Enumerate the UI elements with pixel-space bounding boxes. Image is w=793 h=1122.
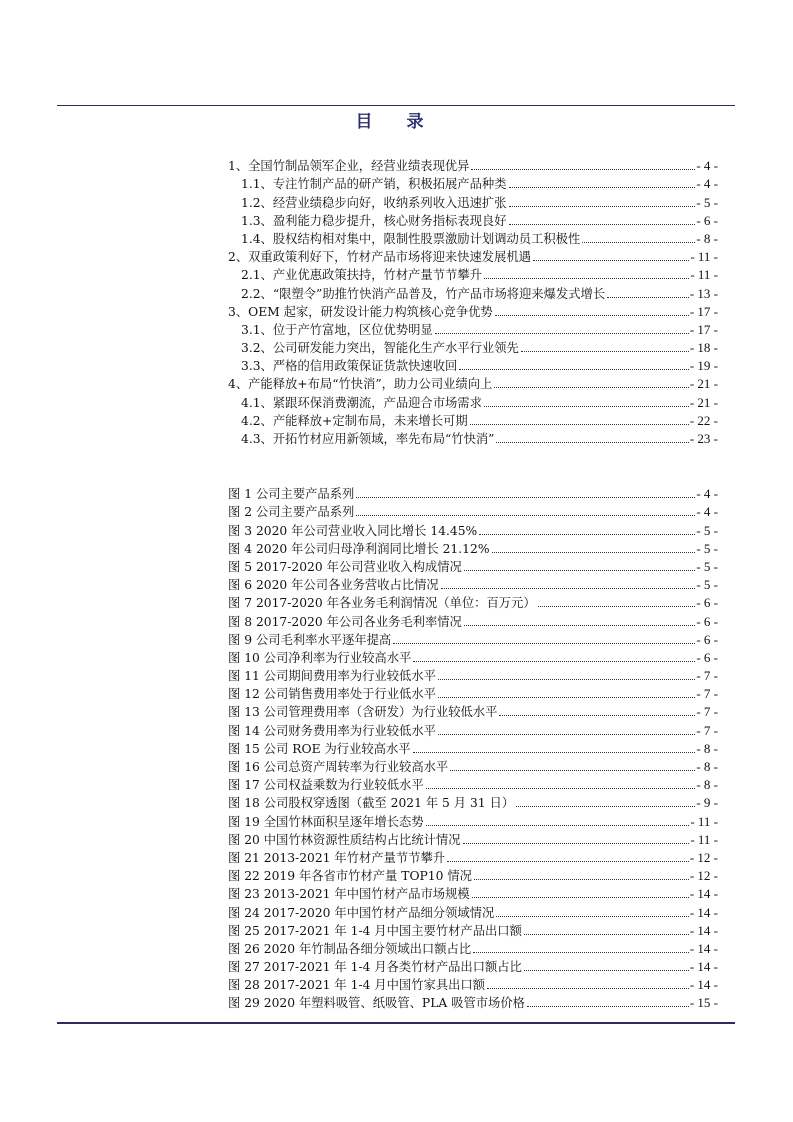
figure-entry-title: 图 5 2017-2020 年公司营业收入构成情况 (228, 559, 462, 574)
figure-entry-page-number: - 6 - (696, 631, 718, 647)
toc-entry-title: 1.1、专注竹制产品的研产销，积极拓展产品种类 (241, 177, 507, 192)
figure-entry[interactable] (228, 831, 718, 849)
dot-leader (533, 260, 689, 261)
figure-entry[interactable] (228, 958, 718, 976)
figure-entry-title: 图 1 公司主要产品系列 (228, 487, 355, 502)
figure-entry-page-number: - 14 - (689, 904, 718, 920)
figure-entry-page-number: - 14 - (689, 886, 718, 902)
figure-entry-title: 图 13 公司管理费用率（含研发）为行业较低水平 (228, 705, 498, 720)
dot-leader (509, 206, 696, 207)
figure-entry[interactable] (228, 667, 718, 685)
figure-entry-title: 图 6 2020 年公司各业务营收占比情况 (228, 578, 439, 593)
figure-entry[interactable] (228, 631, 718, 649)
figure-entry[interactable] (228, 740, 718, 758)
toc-entry-title: 3.1、位于产竹富地，区位优势明显 (241, 322, 433, 337)
toc-entry-page-number: - 22 - (689, 412, 718, 428)
toc-entry-page-number: - 8 - (696, 230, 718, 246)
dot-leader (484, 278, 689, 279)
toc-entry[interactable] (228, 303, 718, 321)
toc-entry-page-number: - 18 - (689, 340, 718, 356)
figure-entry-title: 图 25 2017-2021 年 1-4 月中国主要竹材产品出口额 (228, 923, 522, 938)
figure-entry-title: 图 2 公司主要产品系列 (228, 505, 355, 520)
figure-entry-page-number: - 9 - (696, 795, 718, 811)
figure-entry[interactable] (228, 903, 718, 921)
toc-entry[interactable] (228, 375, 718, 393)
dot-leader (447, 861, 689, 862)
dot-leader (474, 879, 689, 880)
toc-entry-page-number: - 17 - (689, 321, 718, 337)
figure-entry-page-number: - 12 - (689, 868, 718, 884)
toc-entry-page-number: - 11 - (690, 249, 718, 265)
toc-entry-title: 3、OEM 起家，研发设计能力构筑核心竞争优势 (228, 304, 493, 319)
dot-leader (463, 843, 690, 844)
figure-entry-title: 图 7 2017-2020 年各业务毛利润情况（单位：百万元） (228, 596, 536, 611)
figure-entry-title: 图 4 2020 年公司归母净利润同比增长 21.12% (228, 541, 490, 556)
dot-leader (473, 952, 689, 953)
toc-entry-title: 4.1、紧跟环保消费潮流，产品迎合市场需求 (241, 395, 482, 410)
figure-entry[interactable] (228, 940, 718, 958)
toc-entry-page-number: - 17 - (689, 303, 718, 319)
figure-entry-title: 图 24 2017-2020 年中国竹材产品细分领域情况 (228, 905, 495, 920)
toc-entry-title: 3.2、公司研发能力突出，智能化生产水平行业领先 (241, 341, 519, 356)
dot-leader (464, 625, 695, 626)
figure-entry-title: 图 26 2020 年竹制品各细分领域出口额占比 (228, 941, 472, 956)
toc-entry-page-number: - 4 - (696, 158, 718, 174)
figure-entry[interactable] (228, 994, 718, 1012)
toc-entry[interactable] (228, 284, 718, 302)
figure-entry[interactable] (228, 922, 718, 940)
toc-entry[interactable] (228, 321, 718, 339)
toc-entry-page-number: - 4 - (696, 176, 718, 192)
figure-entry[interactable] (228, 776, 718, 794)
toc-entry-title: 1.2、经营业绩稳步向好，收纳系列收入迅速扩张 (241, 195, 507, 210)
figure-entry-page-number: - 8 - (696, 740, 718, 756)
dot-leader (509, 224, 696, 225)
toc-entry-title: 4、产能释放+布局“竹快消”，助力公司业绩向上 (228, 377, 493, 392)
dot-leader (509, 187, 696, 188)
figure-entry-title: 图 20 中国竹林资源性质结构占比统计情况 (228, 832, 461, 847)
figure-entry-title: 图 18 公司股权穿透图（截至 2021 年 5 月 31 日） (228, 796, 515, 811)
toc-entry-page-number: - 5 - (696, 194, 718, 210)
figure-entry-page-number: - 11 - (690, 831, 718, 847)
dot-leader (495, 315, 689, 316)
dot-leader (479, 534, 695, 535)
figure-entry[interactable] (228, 503, 718, 521)
figure-entry-title: 图 15 公司 ROE 为行业较高水平 (228, 741, 411, 756)
toc-entry[interactable] (228, 393, 718, 411)
toc-entry[interactable] (228, 157, 718, 175)
figure-entry[interactable] (228, 576, 718, 594)
figure-entry[interactable] (228, 558, 718, 576)
figure-entry-page-number: - 4 - (696, 486, 718, 502)
figure-entry-page-number: - 7 - (696, 668, 718, 684)
figure-entry-title: 图 11 公司期间费用率为行业较低水平 (228, 669, 436, 684)
toc-entry-page-number: - 19 - (689, 358, 718, 374)
figure-entry-title: 图 29 2020 年塑料吸管、纸吸管、PLA 吸管市场价格 (228, 996, 525, 1011)
toc-entry-page-number: - 13 - (689, 285, 718, 301)
figure-entry-page-number: - 8 - (696, 759, 718, 774)
footer-rule (57, 1022, 735, 1024)
figure-entry[interactable] (228, 885, 718, 903)
figure-entry[interactable] (228, 812, 718, 830)
figure-entry-page-number: - 12 - (689, 849, 718, 865)
figure-entry-title: 图 16 公司总资产周转率为行业较高水平 (228, 760, 449, 774)
dot-leader (450, 770, 695, 771)
dot-leader (438, 734, 695, 735)
figure-entry-page-number: - 14 - (689, 959, 718, 975)
figure-entry-page-number: - 4 - (696, 504, 718, 520)
figure-entry-title: 图 21 2013-2021 年竹材产量节节攀升 (228, 850, 446, 865)
list-of-figures (228, 485, 718, 1012)
figure-entry-page-number: - 7 - (696, 722, 718, 738)
toc-entry-title: 1.3、盈利能力稳步提升，核心财务指标表现良好 (241, 213, 507, 228)
figure-entry-title: 图 22 2019 年各省市竹材产量 TOP10 情况 (228, 869, 472, 884)
figure-entry-title: 图 23 2013-2021 年中国竹材产品市场规模 (228, 887, 470, 902)
dot-leader (538, 606, 696, 607)
toc-entry[interactable] (228, 412, 718, 430)
header-rule (57, 105, 735, 106)
figure-entry-page-number: - 7 - (696, 704, 718, 720)
dot-leader (472, 897, 689, 898)
figure-entry-page-number: - 7 - (696, 686, 718, 702)
dot-leader (413, 661, 695, 662)
dot-leader (464, 570, 695, 571)
figure-entry-title: 图 3 2020 年公司营业收入同比增长 14.45% (228, 523, 478, 538)
figure-entry-page-number: - 8 - (696, 777, 718, 793)
dot-leader (492, 552, 696, 553)
figure-entry-title: 图 17 公司权益乘数为行业较低水平 (228, 778, 424, 793)
toc-entry[interactable] (228, 430, 718, 448)
dot-leader (527, 1006, 689, 1007)
toc-entry-title: 2.2、“限塑令”助推竹快消产品普及，竹产品市场将迎来爆发式增长 (241, 286, 606, 301)
toc-entry[interactable] (228, 230, 718, 248)
dot-leader (494, 387, 688, 388)
dot-leader (524, 970, 689, 971)
figure-entry-page-number: - 14 - (689, 977, 718, 993)
figure-entry-title: 图 12 公司销售费用率处于行业低水平 (228, 687, 436, 702)
figure-entry-page-number: - 6 - (696, 595, 718, 611)
toc-entry-page-number: - 21 - (689, 394, 718, 410)
toc-entry-title: 3.3、严格的信用政策保证货款快速收回 (241, 359, 458, 374)
figure-entry[interactable] (228, 485, 718, 503)
toc-entry[interactable] (228, 339, 718, 357)
dot-leader (607, 297, 689, 298)
dot-leader (438, 697, 695, 698)
figure-entry-title: 图 27 2017-2021 年 1-4 月各类竹材产品出口额占比 (228, 960, 522, 975)
table-of-contents (228, 157, 718, 448)
page-title: 目 录 (355, 112, 438, 132)
figure-entry[interactable] (228, 521, 718, 539)
figure-entry-page-number: - 5 - (696, 522, 718, 538)
figure-entry[interactable] (228, 594, 718, 612)
figure-entry[interactable] (228, 758, 718, 776)
figure-entry[interactable] (228, 867, 718, 885)
figure-entry-page-number: - 14 - (689, 940, 718, 956)
figure-entry-page-number: - 6 - (696, 613, 718, 629)
toc-entry-page-number: - 6 - (696, 212, 718, 228)
toc-entry-title: 4.3、开拓竹材应用新领域，率先布局“竹快消” (241, 432, 495, 446)
figure-entry-title: 图 8 2017-2020 年公司各业务毛利率情况 (228, 614, 462, 629)
figure-entry[interactable] (228, 612, 718, 630)
dot-leader (426, 825, 690, 826)
figure-entry-page-number: - 11 - (690, 813, 718, 829)
dot-leader (516, 806, 695, 807)
dot-leader (499, 715, 695, 716)
figure-entry[interactable] (228, 849, 718, 867)
dot-leader (435, 333, 689, 334)
dot-leader (470, 424, 689, 425)
dot-leader (496, 442, 688, 443)
figure-entry[interactable] (228, 649, 718, 667)
figure-entry-page-number: - 5 - (696, 558, 718, 574)
figure-entry[interactable] (228, 685, 718, 703)
dot-leader (496, 916, 689, 917)
figure-entry-title: 图 14 公司财务费用率为行业较低水平 (228, 723, 436, 738)
dot-leader (487, 988, 689, 989)
toc-entry-title: 1.4、股权结构相对集中，限制性股票激励计划调动员工积极性 (241, 231, 581, 246)
toc-entry-title: 4.2、产能释放+定制布局，未来增长可期 (241, 413, 468, 428)
dot-leader (582, 242, 695, 243)
toc-entry-page-number: - 21 - (689, 376, 718, 392)
toc-entry[interactable] (228, 248, 718, 266)
toc-entry-title: 1、全国竹制品领军企业，经营业绩表现优异 (228, 159, 470, 174)
dot-leader (426, 788, 696, 789)
toc-entry-page-number: - 11 - (690, 267, 718, 283)
toc-entry-title: 2、双重政策利好下，竹材产品市场将迎来快速发展机遇 (228, 250, 531, 265)
toc-entry[interactable] (228, 357, 718, 375)
figure-entry[interactable] (228, 721, 718, 739)
figure-entry-page-number: - 14 - (689, 922, 718, 938)
dot-leader (521, 351, 689, 352)
figure-entry-page-number: - 6 - (696, 649, 718, 665)
figure-entry-page-number: - 15 - (689, 995, 718, 1011)
figure-entry-page-number: - 5 - (696, 577, 718, 593)
dot-leader (356, 497, 695, 498)
dot-leader (356, 515, 695, 516)
dot-leader (441, 588, 696, 589)
toc-entry-title: 2.1、产业优惠政策扶持，竹材产量节节攀升 (241, 268, 482, 283)
toc-entry[interactable] (228, 193, 718, 211)
dot-leader (524, 934, 689, 935)
figure-entry-page-number: - 5 - (696, 540, 718, 556)
dot-leader (393, 643, 695, 644)
toc-entry[interactable] (228, 175, 718, 193)
toc-entry[interactable] (228, 212, 718, 230)
toc-entry-page-number: - 23 - (689, 431, 718, 446)
figure-entry[interactable] (228, 794, 718, 812)
dot-leader (471, 169, 695, 170)
dot-leader (413, 752, 696, 753)
dot-leader (459, 369, 689, 370)
figure-entry-title: 图 19 全国竹林面积呈逐年增长态势 (228, 814, 424, 829)
figure-entry[interactable] (228, 703, 718, 721)
dot-leader (438, 679, 695, 680)
figure-entry[interactable] (228, 540, 718, 558)
figure-entry-title: 图 28 2017-2021 年 1-4 月中国竹家具出口额 (228, 978, 486, 993)
figure-entry[interactable] (228, 976, 718, 994)
figure-entry-title: 图 10 公司净利率为行业较高水平 (228, 650, 412, 665)
dot-leader (484, 406, 689, 407)
toc-entry[interactable] (228, 266, 718, 284)
figure-entry-title: 图 9 公司毛利率水平逐年提高 (228, 632, 392, 647)
